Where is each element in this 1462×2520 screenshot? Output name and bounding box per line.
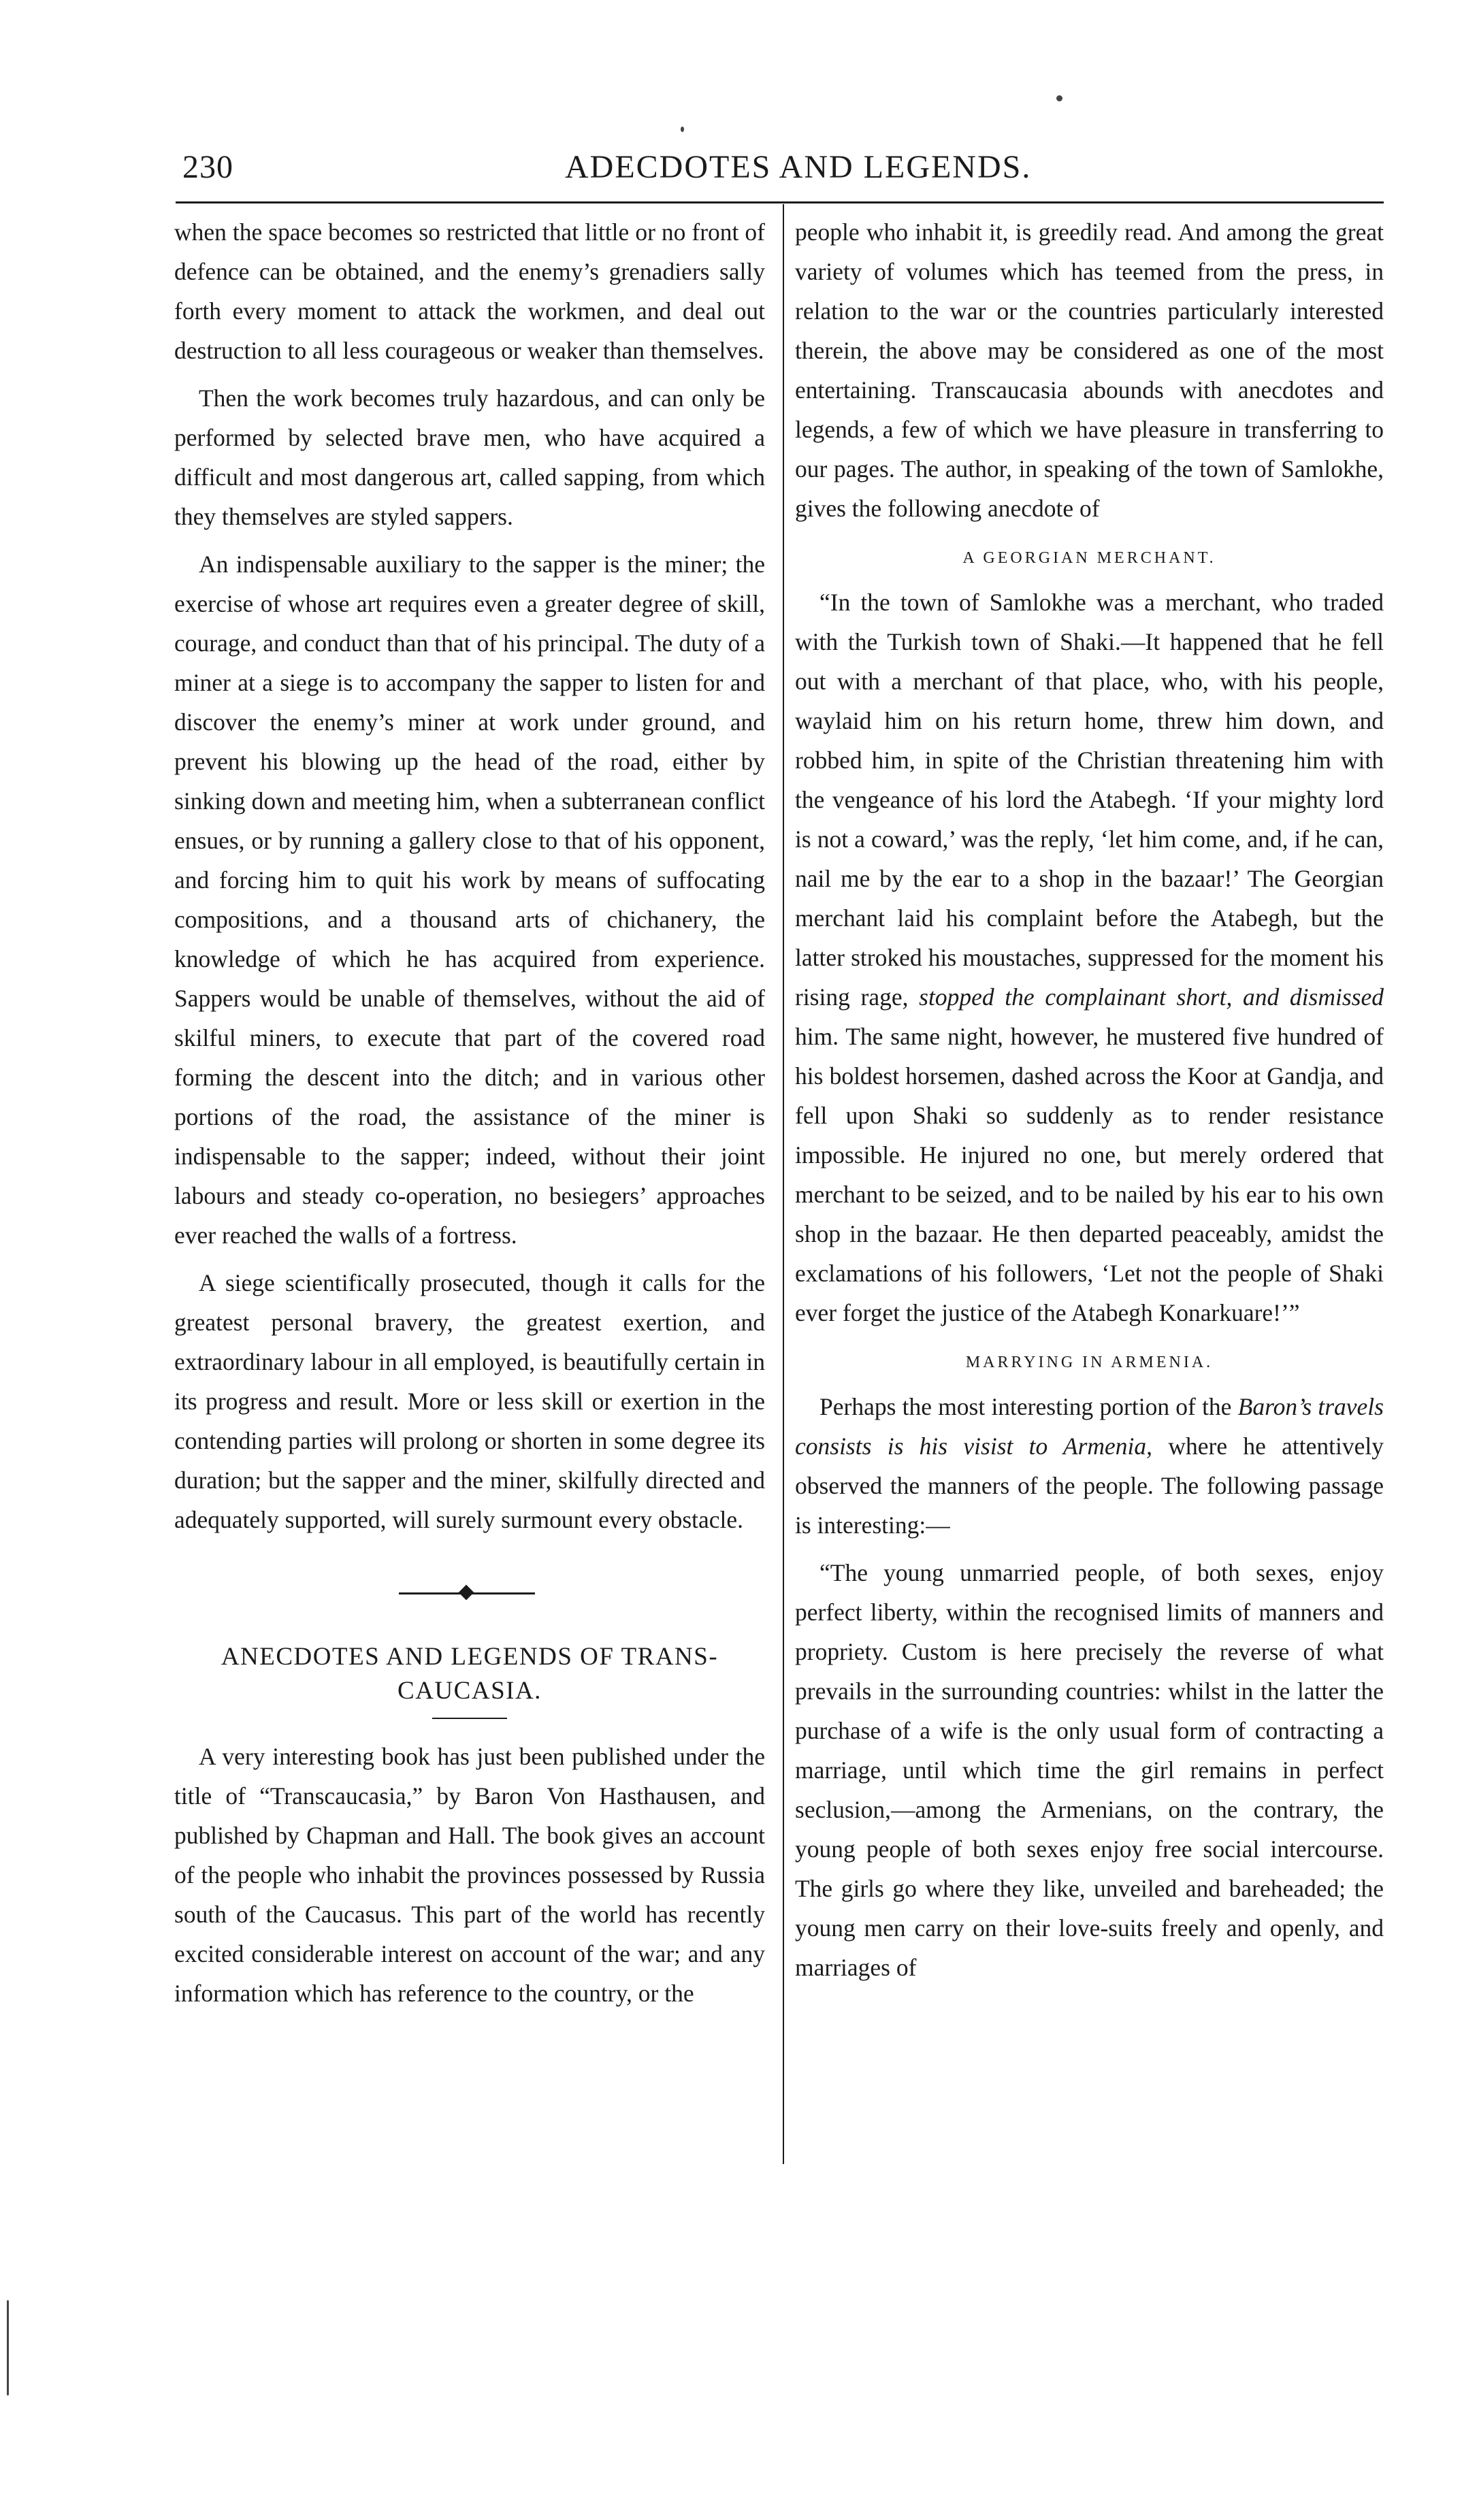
right-column (795, 212, 1384, 1995)
anecdote-paragraph (795, 583, 1384, 1332)
title-rule (432, 1718, 507, 1719)
paragraph: people who inhabit it, is greedily read. And among the great variety of volumes which has teemed from the press, in relation to the war or the countries particularly interested therein, the above may be considered as one of the most entertaining. Transcaucasia abounds with anecdotes and legends, a few of which we have pleasure in transferring to our pages. The author, in speaking of the town of Samlokhe, gives the following anecdote of (795, 218, 1384, 522)
running-title: ADECDOTES AND LEGENDS. (565, 149, 1032, 185)
paragraph: A siege scientifically prosecuted, though it calls for the greatest personal bravery, the greatest exertion, and extraordinary labour in all employed, is beautifully certain in its progress and result. More or less skill or exertion in the contending parties will prolong or shorten in some degree its duration; but the sapper and the miner, skilfully directed and adequately supported, will surely surmount every obstacle. (174, 1269, 765, 1533)
marrying-paragraph (795, 1387, 1384, 1545)
print-speck (681, 127, 684, 132)
anecdote-text: him. The same night, however, he mustered five hundred of his boldest horsemen, dashed across the Koor at Gandja, and fell upon Shaki so suddenly as to render resistance impossible. He injured no one, but merely ordered that merchant to be seized, and to be nailed by his ear to his own shop in the bazaar. He then departed peaceably, amidst the exclamations of his followers, ‘Let not the people of Shaki ever forget the justice of the Atabegh Konarkuare!’” (795, 1023, 1384, 1326)
section-ornament (174, 1580, 765, 1607)
left-column (174, 212, 765, 2021)
page-number: 230 (182, 149, 233, 185)
column-divider (783, 204, 784, 2164)
article-title: ANECDOTES AND LEGENDS OF TRANS-CAUCASIA. (221, 1643, 719, 1705)
anecdote-italic: stopped the complainant short, and dismissed (919, 983, 1384, 1011)
paragraph: when the space becomes so restricted that little or no front of defence can be obtained, and the enemy’s grenadiers sally forth every moment to attack the workmen, and deal out destruction to all less courageous or weaker than themselves. (174, 218, 765, 364)
print-speck (7, 2300, 9, 2395)
marrying-text: Perhaps the most interesting portion of the (819, 1393, 1232, 1420)
paragraph: An indispensable auxiliary to the sapper is the miner; the exercise of whose art requires even a greater degree of skill, courage, and conduct than that of his principal. The duty of a miner at a siege is to accompany the sapper to listen for and discover the enemy’s miner at work under ground, and prevent his blowing up the head of the road, either by sinking down and meeting him, when a subterranean conflict ensues, or by running a gallery close to that of his opponent, and forcing him to quit his work by means of suffocating compositions, and a thousand arts of chichanery, the knowledge of which he has acquired from experience. Sappers would be unable of themselves, without the aid of skilful miners, to execute that part of the covered road forming the descent into the ditch; and in various other portions of the road, the assistance of the miner is indispensable to the sapper; indeed, without their joint labours and steady co-operation, no besiegers’ approaches ever reached the walls of a fortress. (174, 551, 765, 1249)
section-heading-marrying: MARRYING IN ARMENIA. (965, 1354, 1214, 1371)
marrying-italic: Baron’s travels consists is his visist to Armenia, (795, 1393, 1384, 1460)
marrying-text: where he attentively observed the manners of the people. The following passage is interesting:— (795, 1433, 1384, 1539)
anecdote-text: “In the town of Samlokhe was a merchant, who traded with the Turkish town of Shaki.—It happened that he fell out with a merchant of that place, who, with his people, waylaid him on his return home, threw him down, and robbed him, in spite of the Christian threatening him with the vengeance of his lord the Atabegh. ‘If your mighty lord is not a coward,’ was the reply, ‘let him come, and, if he can, nail me by the ear to a shop in the bazaar!’ The Georgian merchant laid his complaint before the Atabegh, but the latter stroked his moustaches, suppressed for the moment his rising rage, (795, 589, 1384, 1011)
section-heading-georgian-merchant: A GEORGIAN MERCHANT. (962, 549, 1216, 567)
paragraph: Then the work becomes truly hazardous, and can only be performed by selected brave men, who have acquired a difficult and most dangerous art, called sapping, from which they themselves are styled sappers. (174, 384, 765, 530)
ornament-diamond (459, 1585, 474, 1601)
marrying-quote: “The young unmarried people, of both sexes, enjoy perfect liberty, within the recognised limits of manners and propriety. Custom is here precisely the reverse of what prevails in the surrounding countries: whilst in the latter the purchase of a wife is the only usual form of contracting a marriage, until which time the girl remains in perfect seclusion,—among the Armenians, on the contrary, the young people of both sexes enjoy free social intercourse. The girls go where they like, unveiled and bareheaded; the young men carry on their love-suits freely and openly, and marriages of (795, 1559, 1384, 1981)
article-intro: A very interesting book has just been published under the title of “Transcaucasia,” by Baron Von Hasthausen, and published by Chapman and Hall. The book gives an account of the people who inhabit the provinces possessed by Russia south of the Caucasus. This part of the world has recently excited considerable interest on account of the war; and any information which has reference to the country, or the (174, 1743, 765, 2007)
print-speck (1056, 95, 1062, 101)
header-rule (176, 201, 1384, 203)
